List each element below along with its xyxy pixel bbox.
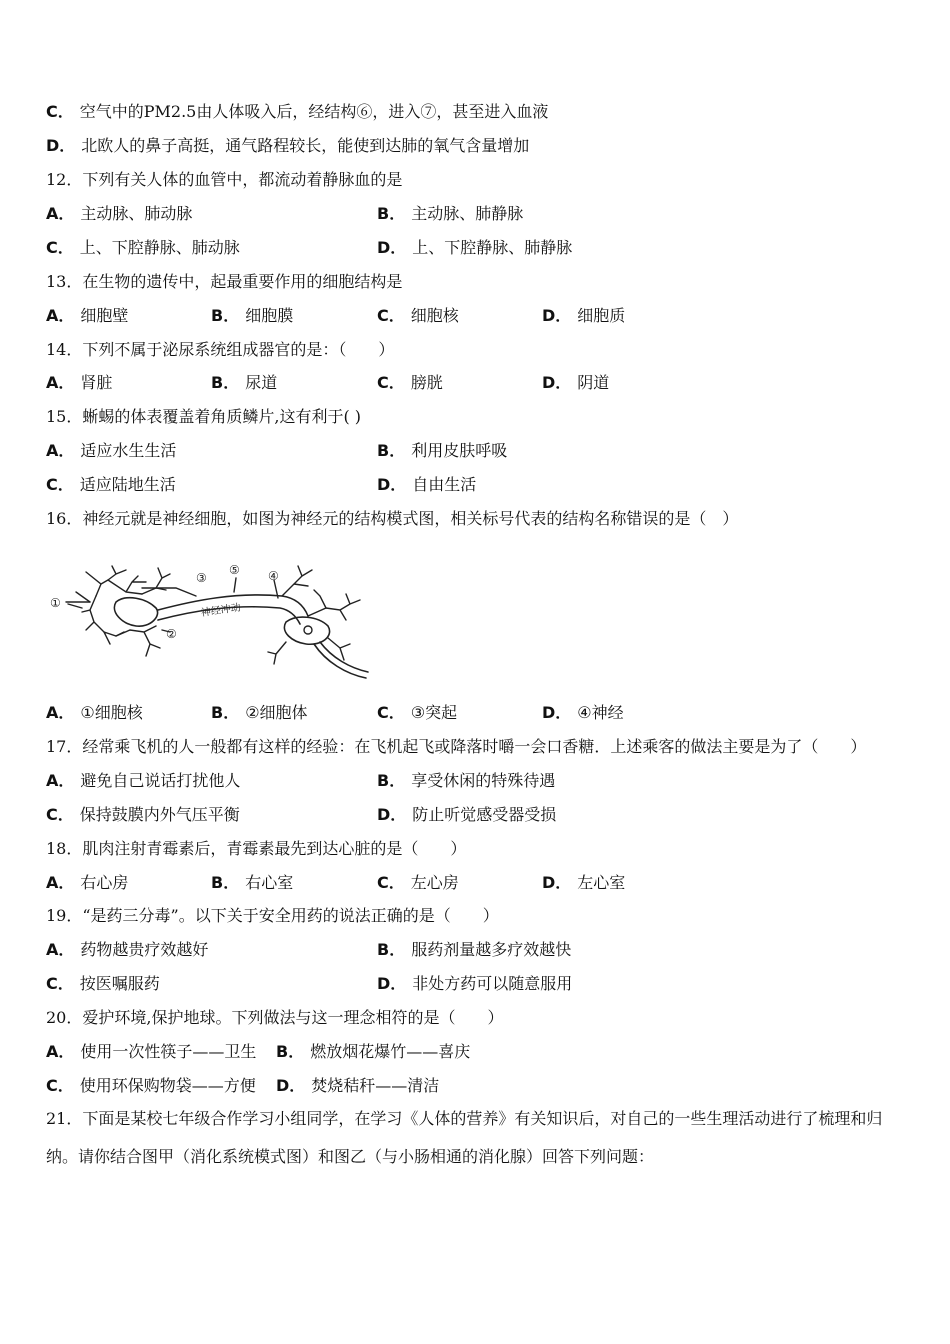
q19-stem: 19．“是药三分毒”。以下关于安全用药的说法正确的是（ ） xyxy=(46,906,499,925)
q11-option-d: D． 北欧人的鼻子高挺，通气路程较长，能使到达肺的氧气含量增加 xyxy=(46,136,530,155)
q15-option-d: D． 自由生活 xyxy=(377,475,477,494)
q14-option-b: B． 尿道 xyxy=(211,373,278,392)
q16-option-a: A． ①细胞核 xyxy=(46,703,143,722)
q12-option-b: B． 主动脉、肺静脉 xyxy=(377,204,524,223)
q19-option-b: B． 服药剂量越多疗效越快 xyxy=(377,940,572,959)
q15-option-b: B． 利用皮肤呼吸 xyxy=(377,441,508,460)
q13-option-a: A． 细胞壁 xyxy=(46,306,129,325)
q18-option-a: A． 右心房 xyxy=(46,873,129,892)
label-2: ② xyxy=(166,627,177,641)
label-5: ⑤ xyxy=(229,563,240,577)
q19-option-a: A． 药物越贵疗效越好 xyxy=(46,940,209,959)
q11-option-c: C． 空气中的PM2.5由人体吸入后，经结构⑥，进入⑦，甚至进入血液 xyxy=(46,102,549,121)
q17-option-a: A． 避免自己说话打扰他人 xyxy=(46,771,241,790)
q18-option-d: D． 左心室 xyxy=(542,873,626,892)
q14-option-a: A． 肾脏 xyxy=(46,373,113,392)
neuron-diagram xyxy=(46,552,376,690)
q14-option-c: C． 膀胱 xyxy=(377,373,443,392)
q21-stem: 21．下面是某校七年级合作学习小组同学，在学习《人体的营养》有关知识后，对自己的一些生理活动进行了梳理和归纳。请你结合图甲（消化系统模式图）和图乙（与小肠相通的消化腺）回答下列问题： xyxy=(46,1109,883,1166)
q17-stem: 17．经常乘飞机的人一般都有这样的经验：在飞机起飞或降落时嚼一会口香糖．上述乘客的做法主要是为了（ ） xyxy=(46,737,867,756)
nerve-impulse-label: 神经冲动 xyxy=(200,602,242,620)
q13-option-c: C． 细胞核 xyxy=(377,306,459,325)
q20-option-d: D． 焚烧秸秆——清洁 xyxy=(276,1076,440,1095)
q18-option-c: C． 左心房 xyxy=(377,873,459,892)
q15-option-a: A． 适应水生生活 xyxy=(46,441,177,460)
q18-option-b: B． 右心室 xyxy=(211,873,294,892)
q13-stem: 13．在生物的遗传中，起最重要作用的细胞结构是 xyxy=(46,272,403,291)
q12-stem: 12．下列有关人体的血管中，都流动着静脉血的是 xyxy=(46,170,403,189)
q19-option-d: D． 非处方药可以随意服用 xyxy=(377,974,573,993)
q20-option-a: A． 使用一次性筷子——卫生 xyxy=(46,1042,257,1061)
q14-stem: 14．下列不属于泌尿系统组成器官的是：（ ） xyxy=(46,340,395,359)
q12-option-a: A． 主动脉、肺动脉 xyxy=(46,204,193,223)
q15-stem: 15．蜥蜴的体表覆盖着角质鳞片,这有利于( ) xyxy=(46,407,362,426)
q14-option-d: D． 阴道 xyxy=(542,373,610,392)
q18-stem: 18．肌肉注射青霉素后，青霉素最先到达心脏的是（ ） xyxy=(46,839,467,858)
label-3: ③ xyxy=(196,571,207,585)
q20-option-c: C． 使用环保购物袋——方便 xyxy=(46,1076,256,1095)
q16-option-d: D． ④神经 xyxy=(542,703,624,722)
label-4: ④ xyxy=(268,569,279,583)
q16-stem: 16．神经元就是神经细胞，如图为神经元的结构模式图，相关标号代表的结构名称错误的是（ ） xyxy=(46,509,739,528)
q15-option-c: C． 适应陆地生活 xyxy=(46,475,176,494)
q16-option-c: C． ③突起 xyxy=(377,703,458,722)
q16-option-b: B． ②细胞体 xyxy=(211,703,308,722)
q19-option-c: C． 按医嘱服药 xyxy=(46,974,160,993)
q12-option-c: C． 上、下腔静脉、肺动脉 xyxy=(46,238,240,257)
q20-option-b: B． 燃放烟花爆竹——喜庆 xyxy=(276,1042,471,1061)
q20-stem: 20．爱护环境,保护地球。下列做法与这一理念相符的是（ ） xyxy=(46,1008,504,1027)
q17-option-c: C． 保持鼓膜内外气压平衡 xyxy=(46,805,240,824)
q17-option-b: B． 享受休闲的特殊待遇 xyxy=(377,771,556,790)
label-1: ① xyxy=(50,596,61,610)
q13-option-b: B． 细胞膜 xyxy=(211,306,294,325)
q17-option-d: D． 防止听觉感受器受损 xyxy=(377,805,557,824)
q12-option-d: D． 上、下腔静脉、肺静脉 xyxy=(377,238,573,257)
q13-option-d: D． 细胞质 xyxy=(542,306,626,325)
